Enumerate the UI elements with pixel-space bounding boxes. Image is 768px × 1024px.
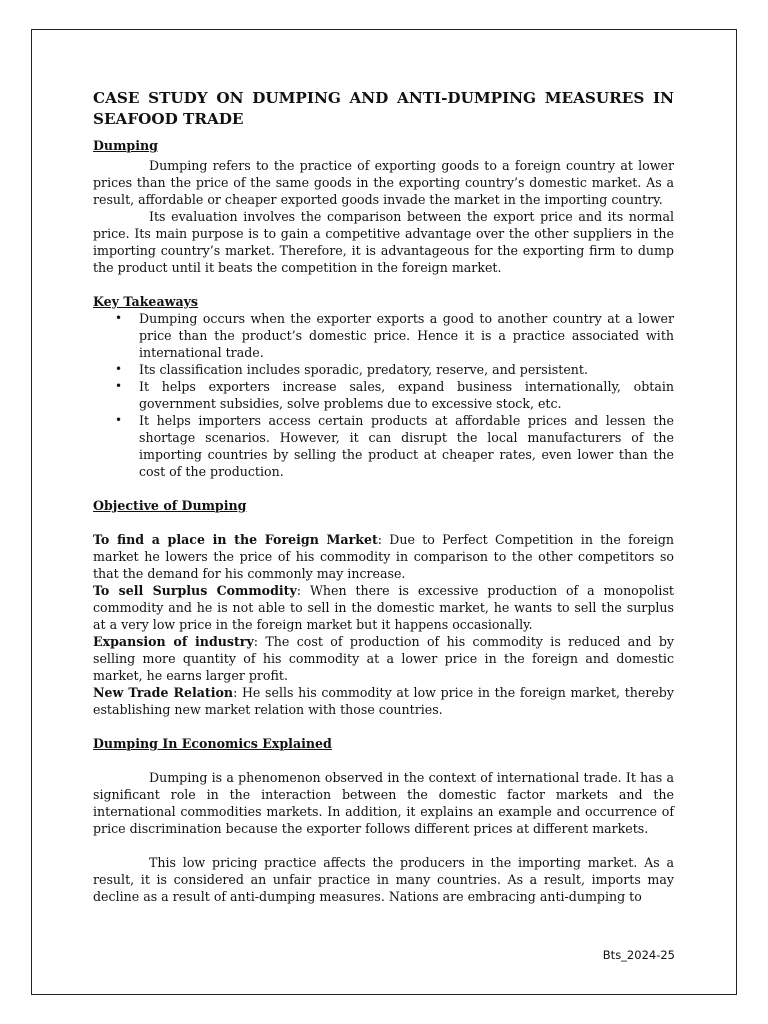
economics-paragraph-1: Dumping is a phenomenon observed in the context of international trade. It has a significant role in the interaction between the domestic factor markets and the international commodities markets. In addition, it explains an example and occurrence of price discrimination because the exporter follows different prices at different markets. xyxy=(93,770,674,836)
objective-item xyxy=(93,531,674,582)
list-item: • Its classification includes sporadic, predatory, reserve, and persistent. xyxy=(139,361,674,378)
objective-label: To sell Surplus Commodity xyxy=(93,583,297,598)
list-item: • Dumping occurs when the exporter exports a good to another country at a lower price than the product’s domestic price. Hence it is a practice associated with international trade. xyxy=(139,310,674,361)
section-heading-dumping: Dumping xyxy=(93,138,158,153)
footer-label: Bts_2024-25 xyxy=(602,948,675,962)
document-body xyxy=(93,88,674,905)
objective-label: To find a place in the Foreign Market xyxy=(93,532,378,547)
dumping-paragraph-1: Dumping refers to the practice of exporting goods to a foreign country at lower prices than the price of the same goods in the exporting country’s domestic market. As a result, affordable or cheaper exported goods invade the market in the importing country. xyxy=(93,158,674,207)
takeaways-list xyxy=(93,310,674,480)
objective-text: : The cost of production of his commodity is reduced and by selling more quantity of his commodity at a lower price in the foreign and domestic market, he earns larger profit. xyxy=(93,634,674,683)
objective-text: : Due to Perfect Competition in the foreign market he lowers the price of his commodity in comparison to the other competitors so that the demand for his commonly may increase. xyxy=(93,532,674,581)
section-heading-economics: Dumping In Economics Explained xyxy=(93,736,332,751)
list-item: • It helps exporters increase sales, expand business internationally, obtain government subsidies, solve problems due to excessive stock, etc. xyxy=(139,378,674,412)
economics-paragraph-2: This low pricing practice affects the producers in the importing market. As a result, it is considered an unfair practice in many countries. As a result, imports may decline as a result of anti-dumping measures. Nations are embracing anti-dumping to xyxy=(93,855,674,904)
list-item: • It helps importers access certain products at affordable prices and lessen the shortage scenarios. However, it can disrupt the local manufacturers of the importing countries by selling the product at cheaper rates, even lower than the cost of the production. xyxy=(139,412,674,480)
objective-text: : When there is excessive production of a monopolist commodity and he is not able to sell in the domestic market, he wants to sell the surplus at a very low price in the foreign market but it happens occasionally. xyxy=(93,583,674,632)
section-heading-objective: Objective of Dumping xyxy=(93,498,247,513)
objective-text: : He sells his commodity at low price in the foreign market, thereby establishing new market relation with those countries. xyxy=(93,685,674,717)
objective-item xyxy=(93,684,674,718)
dumping-paragraph-2: Its evaluation involves the comparison between the export price and its normal price. Its main purpose is to gain a competitive advantage over the other suppliers in the importing country’s market. Therefore, it is advantageous for the exporting firm to dump the product until it beats the competition in the foreign market. xyxy=(93,209,674,275)
objective-item xyxy=(93,582,674,633)
objective-label: Expansion of industry xyxy=(93,634,254,649)
objective-item xyxy=(93,633,674,684)
objective-label: New Trade Relation xyxy=(93,685,234,700)
section-heading-key-takeaways: Key Takeaways xyxy=(93,294,199,309)
document-title: CASE STUDY ON DUMPING AND ANTI-DUMPING MEASURES IN SEAFOOD TRADE xyxy=(93,89,674,128)
